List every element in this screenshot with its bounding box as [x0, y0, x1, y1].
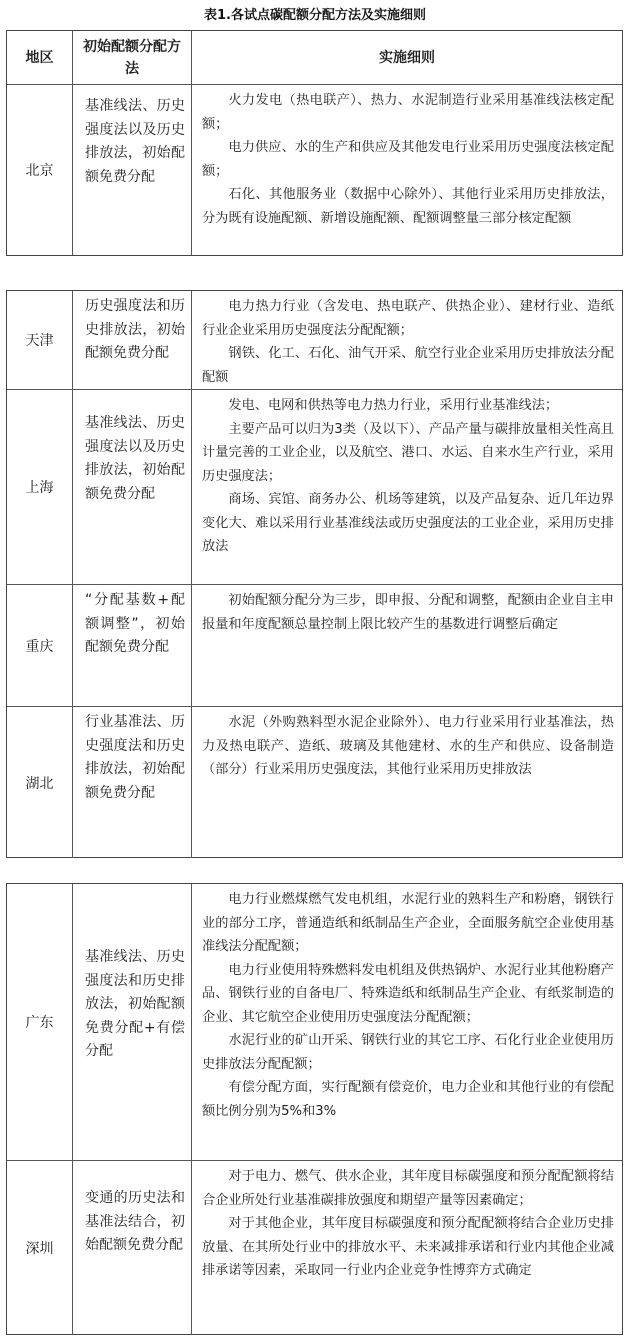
details-paragraph: 对于其他企业，其年度目标碳强度和预分配配额将结合企业历史排放量、在其所处行业中的排放水平、未来减排承诺和行业内其他企业减排承诺等因素，采取同一行业内企业竞争性博弈方式确定: [202, 1216, 614, 1278]
table-block-1: [6, 30, 623, 256]
details-paragraph: 火力发电（热电联产）、热力、水泥制造行业采用基准线法核定配额；: [202, 93, 614, 132]
details-paragraph: 主要产品可以归为3类（及以下）、产品产量与碳排放量相关性高且计量完善的工业企业，以及航空、港口、水运、自来水生产行业，采用历史强度法；: [202, 421, 614, 484]
table-row: [7, 706, 622, 858]
header-details: 实施细则: [379, 49, 435, 66]
details-paragraph: 电力供应、水的生产和供应及其他发电行业采用历史强度法核定配额；: [202, 140, 614, 179]
table-row: [7, 84, 622, 255]
header-region: 地区: [7, 31, 73, 84]
region-cell: 北京: [7, 85, 73, 255]
method-cell: 基准线法、历史强度法以及历史排放法，初始配额免费分配: [73, 390, 192, 584]
table-title: 表1.各试点碳配额分配方法及实施细则: [204, 8, 426, 23]
details-paragraph: 初始配额分配分为三步，即申报、分配和调整，配额由企业自主申报量和年度配额总量控制上限比较产生的基数进行调整后确定: [202, 593, 614, 632]
region-cell: 重庆: [7, 585, 73, 706]
region-cell: 深圳: [7, 1161, 73, 1335]
details-cell: [192, 1161, 622, 1335]
table-row: [7, 884, 622, 1160]
table-block-2: [6, 290, 623, 858]
table-row: [7, 291, 622, 389]
details-cell: [192, 707, 622, 858]
details-paragraph: 钢铁、化工、石化、油气开采、航空行业企业采用历史排放法分配配额: [202, 346, 614, 385]
details-cell: [192, 390, 622, 584]
table-row: [7, 389, 622, 584]
method-cell: 行业基准法、历史强度法和历史排放法，初始配额免费分配: [73, 707, 192, 858]
details-paragraph: 对于电力、燃气、供水企业，其年度目标碳强度和预分配配额将结合企业所处行业基准碳排放强度和期望产量等因素确定；: [202, 1169, 614, 1208]
method-cell: “分配基数+配额调整”，初始配额免费分配: [73, 585, 192, 706]
table-row: [7, 1160, 622, 1335]
details-paragraph: 电力热力行业（含发电、热电联产、供热企业）、建材行业、造纸行业企业采用历史强度法分配配额；: [202, 299, 614, 338]
details-paragraph: 电力行业使用特殊燃料发电机组及供热锅炉、水泥行业其他粉磨产品、钢铁行业的自备电厂、特殊造纸和纸制品生产企业、有纸浆制造的企业、其它航空企业使用历史强度法分配配额；: [202, 962, 614, 1025]
details-cell: [192, 291, 622, 389]
region-cell: 上海: [7, 390, 73, 584]
table-block-3: [6, 883, 623, 1335]
method-cell: 变通的历史法和基准法结合，初始配额免费分配: [73, 1161, 192, 1335]
method-cell: 历史强度法和历史排放法，初始配额免费分配: [73, 291, 192, 389]
details-paragraph: 水泥（外购熟料型水泥企业除外）、电力行业采用行业基准法，热力及热电联产、造纸、玻璃及其他建材、水的生产和供应、设备制造（部分）行业采用历史强度法，其他行业采用历史排放法: [202, 715, 614, 777]
region-cell: 广东: [7, 884, 73, 1160]
details-paragraph: 水泥行业的矿山开采、钢铁行业的其它工序、石化行业企业使用历史排放法分配配额；: [202, 1033, 614, 1072]
details-paragraph: 有偿分配方面，实行配额有偿竞价，电力企业和其他行业的有偿配额比例分别为5%和3%: [202, 1080, 614, 1119]
header-method: 初始配额分配方法: [73, 31, 192, 84]
table-row: [7, 584, 622, 706]
region-cell: 湖北: [7, 707, 73, 858]
table-header-row: [7, 31, 622, 84]
method-cell: 基准线法、历史强度法和历史排放法，初始配额免费分配+有偿分配: [73, 884, 192, 1160]
region-cell: 天津: [7, 291, 73, 389]
method-cell: 基准线法、历史强度法以及历史排放法，初始配额免费分配: [73, 85, 192, 255]
details-paragraph: 电力行业燃煤燃气发电机组，水泥行业的熟料生产和粉磨，钢铁行业的部分工序，普通造纸和纸制品生产企业，全面服务航空企业使用基准线法分配配额；: [202, 892, 614, 954]
details-paragraph: 发电、电网和供热等电力热力行业，采用行业基准线法；: [228, 398, 559, 413]
details-paragraph: 石化、其他服务业（数据中心除外）、其他行业采用历史排放法，分为既有设施配额、新增设施配额、配额调整量三部分核定配额: [202, 187, 614, 226]
details-cell: [192, 585, 622, 706]
details-cell: [192, 884, 622, 1160]
details-paragraph: 商场、宾馆、商务办公、机场等建筑，以及产品复杂、近几年边界变化大、难以采用行业基准线法或历史强度法的工业企业，采用历史排放法: [202, 492, 614, 554]
details-cell: [192, 85, 622, 255]
